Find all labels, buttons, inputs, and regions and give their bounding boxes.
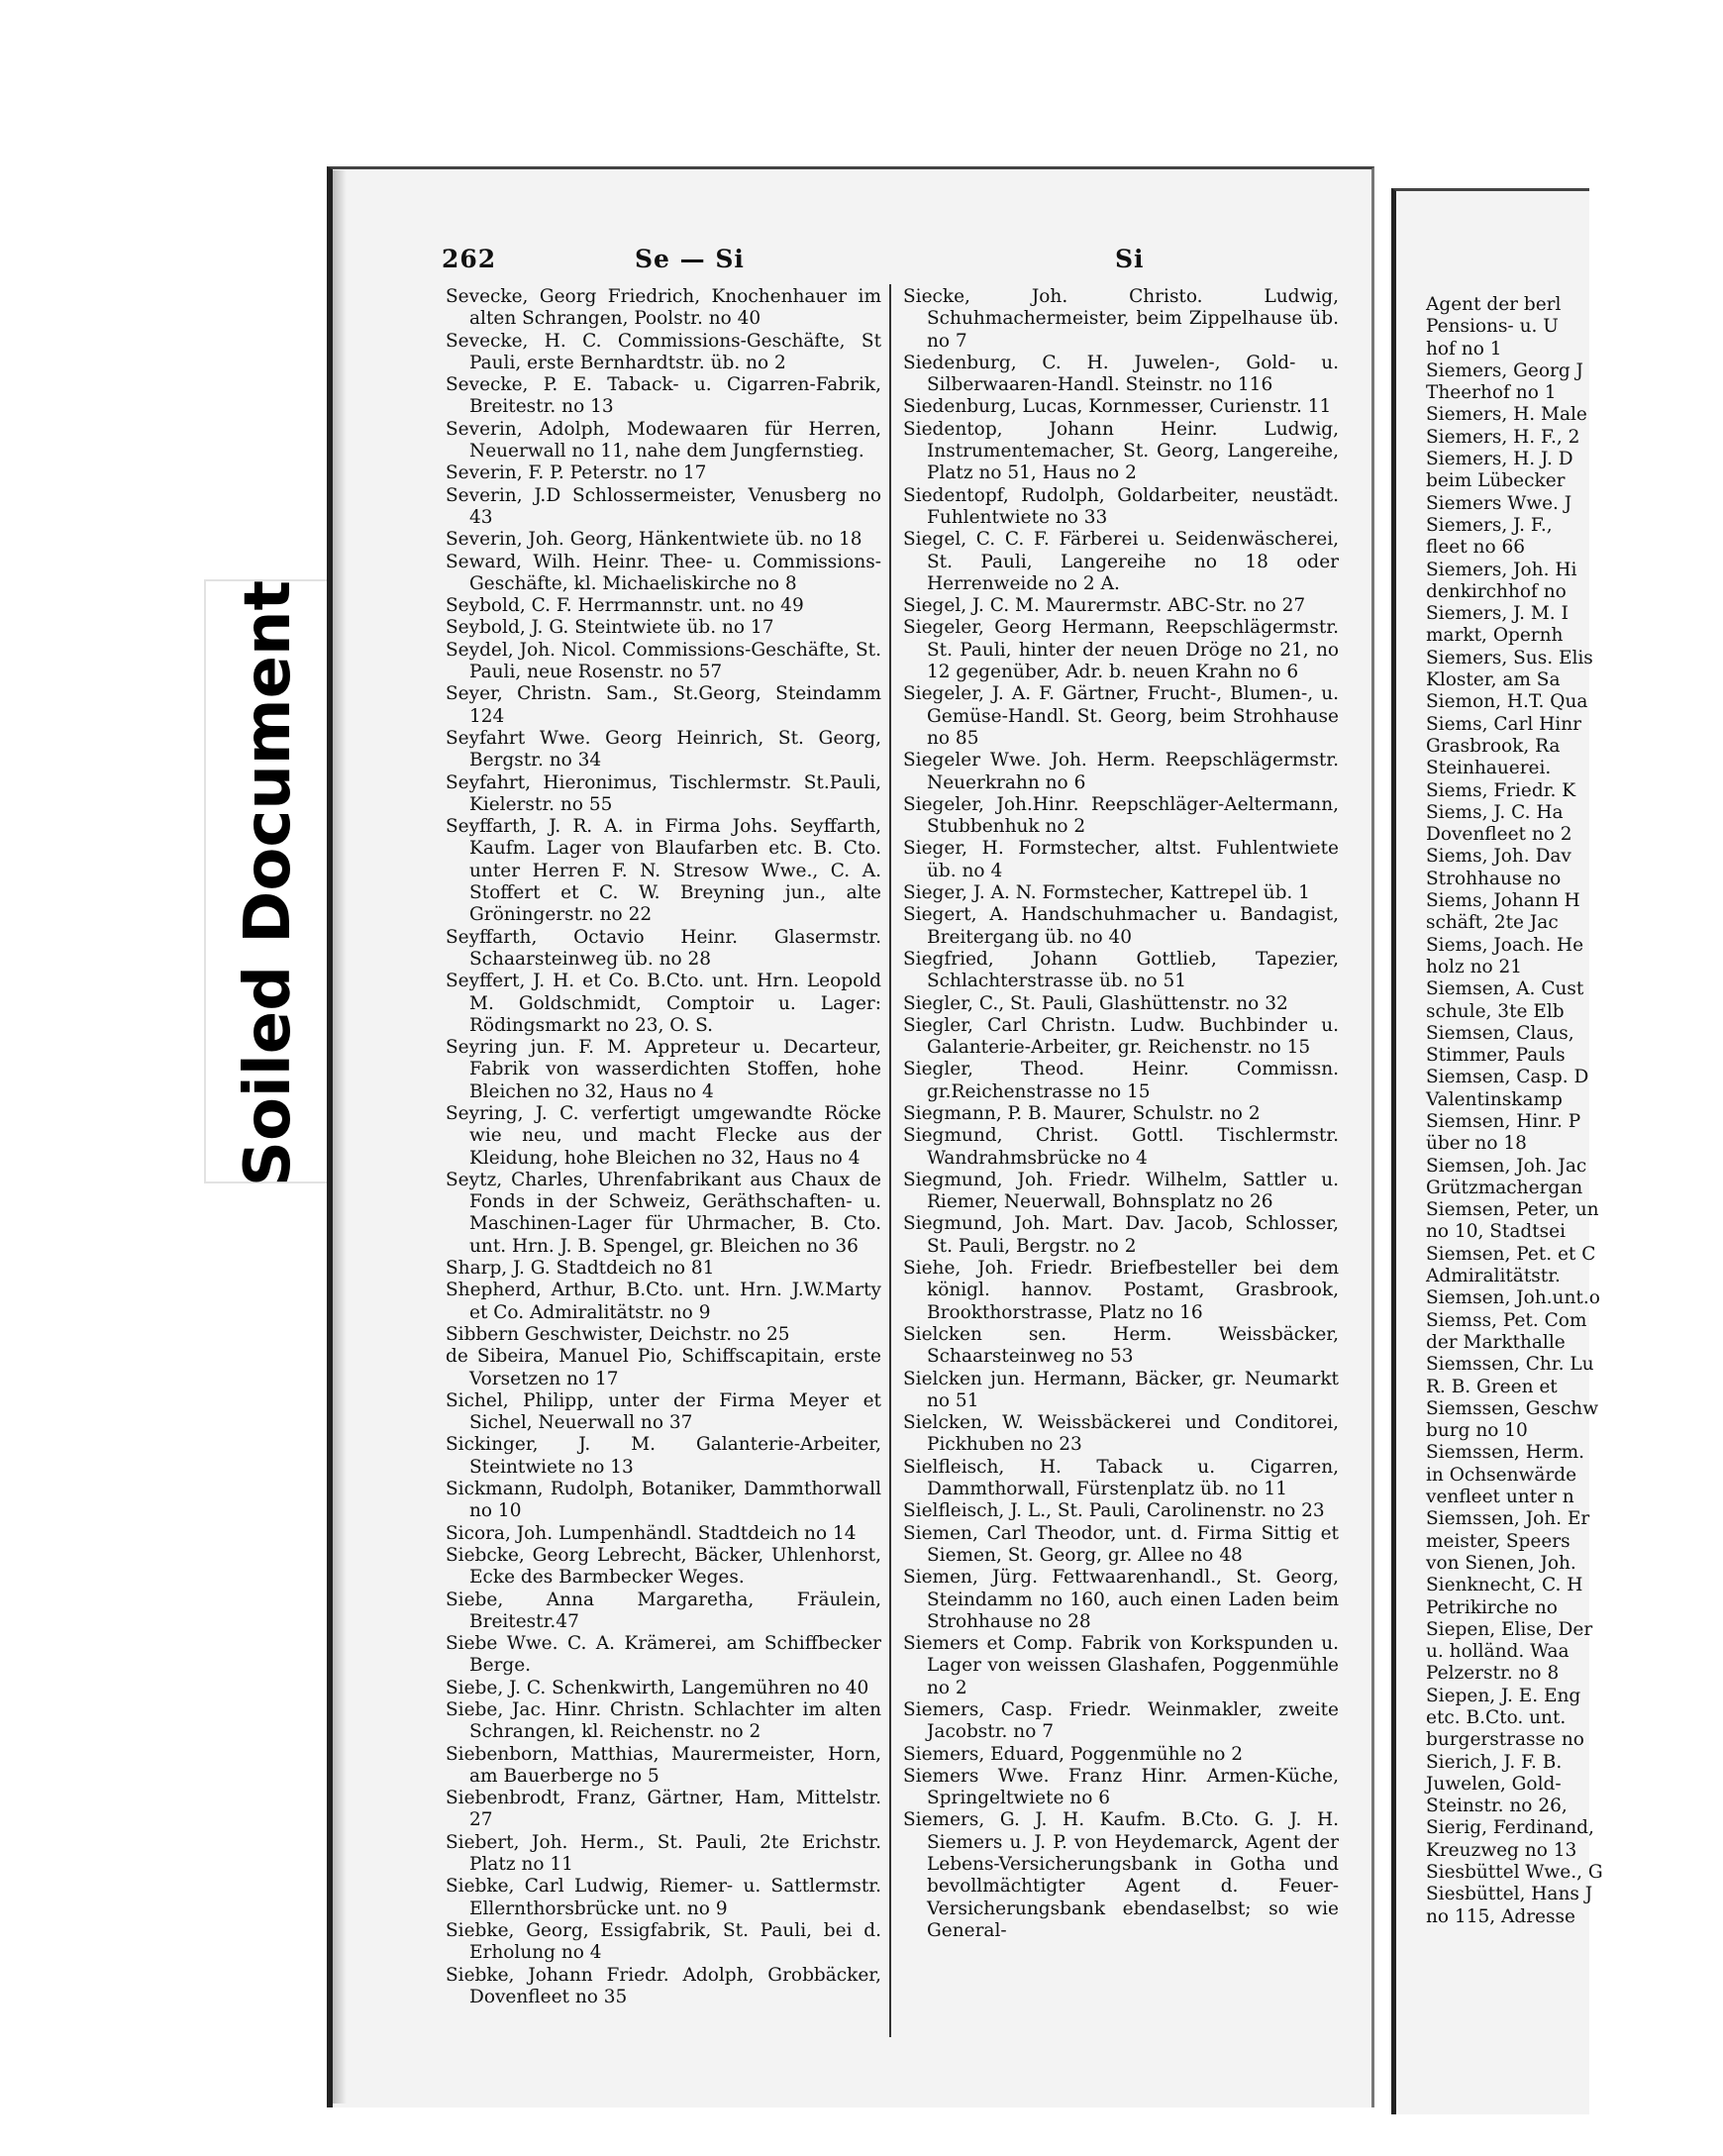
directory-entry-fragment: Siesbüttel Wwe., G (1426, 1862, 1603, 1884)
directory-entry-fragment: Siesbüttel, Hans J (1426, 1884, 1593, 1905)
directory-entry-fragment: Siemsen, A. Cust (1426, 978, 1584, 1000)
directory-entry: Seybold, J. G. Steintwiete üb. no 17 (446, 617, 774, 639)
directory-entry: Siehe, Joh. Friedr. Briefbesteller bei dem königl. hannov. Postamt, Grasbrook, Brookthorstrasse, Platz no 16 (903, 1258, 1339, 1323)
column-divider (889, 284, 891, 2037)
directory-entry: Siebcke, Georg Lebrecht, Bäcker, Uhlenhorst, Ecke des Barmbecker Weges. (446, 1544, 881, 1589)
directory-entry-fragment: Kloster, am Sa (1426, 669, 1561, 691)
directory-entry: Shepherd, Arthur, B.Cto. unt. Hrn. J.W.Marty et Co. Admiralitätstr. no 9 (446, 1280, 881, 1323)
directory-entry-fragment: beim Lübecker (1426, 470, 1566, 492)
directory-entry-fragment: holz no 21 (1426, 956, 1523, 977)
directory-entry: Siegmund, Joh. Mart. Dav. Jacob, Schlosser, St. Pauli, Bergstr. no 2 (903, 1213, 1339, 1257)
directory-entry: Sichel, Philipp, unter der Firma Meyer et Sichel, Neuerwall no 37 (446, 1389, 881, 1434)
directory-entry: de Sibeira, Manuel Pio, Schiffscapitain, erste Vorsetzen no 17 (446, 1346, 881, 1389)
directory-entry-fragment: etc. B.Cto. unt. (1426, 1707, 1567, 1728)
directory-entry-fragment: Steinhauerei. (1426, 758, 1552, 779)
right-column (1426, 294, 1723, 1928)
directory-entry: Siemen, Carl Theodor, unt. d. Firma Sittig et Siemen, St. Georg, gr. Allee no 48 (903, 1522, 1339, 1566)
directory-entry: Severin, Joh. Georg, Hänkentwiete üb. no 18 (446, 529, 862, 551)
directory-entry-fragment: Siems, Friedr. K (1426, 779, 1576, 801)
directory-entry: Siegeler, Georg Hermann, Reepschlägermstr. St. Pauli, hinter der neuen Dröge no 21, no 12 gegenüber, Adr. b. neuen Krahn no 6 (903, 617, 1339, 683)
directory-entry: Siegel, C. C. F. Färberei u. Seidenwäscherei, St. Pauli, Langereihe no 18 oder Herrenweide no 2 A. (903, 529, 1339, 594)
directory-entry-fragment: no 10, Stadtsei (1426, 1221, 1567, 1243)
directory-entry: Sharp, J. G. Stadtdeich no 81 (446, 1258, 715, 1280)
left-page (327, 166, 1374, 2107)
directory-entry-fragment: Siemssen, Geschw (1426, 1397, 1599, 1419)
directory-entry-fragment: Siems, Joh. Dav (1426, 846, 1571, 868)
directory-entry: Siecke, Joh. Christo. Ludwig, Schuhmachermeister, beim Zippelhause üb. no 7 (903, 286, 1339, 352)
directory-entry-fragment: Siepen, J. E. Eng (1426, 1685, 1581, 1706)
directory-entry: Sieger, J. A. N. Formstecher, Kattrepel üb. 1 (903, 882, 1310, 904)
directory-entry-fragment: Siemsen, Peter, un (1426, 1199, 1599, 1221)
directory-entry: Siedentop, Johann Heinr. Ludwig, Instrumentemacher, St. Georg, Langereihe, Platz no 51, Haus no 2 (903, 418, 1339, 484)
directory-entry: Siegeler, Joh.Hinr. Reepschläger-Aeltermann, Stubbenhuk no 2 (903, 793, 1339, 838)
directory-entry: Siegler, C., St. Pauli, Glashüttenstr. no 32 (903, 992, 1288, 1014)
directory-entry-fragment: Dovenfleet no 2 (1426, 824, 1572, 846)
directory-entry-fragment: über no 18 (1426, 1133, 1527, 1155)
middle-column (903, 286, 1339, 1942)
directory-entry-fragment: Siemsen, Joh.unt.o (1426, 1287, 1600, 1309)
directory-entry: Seyfahrt Wwe. Georg Heinrich, St. Georg, Bergstr. no 34 (446, 727, 881, 771)
directory-entry-fragment: Siemers, H. F., 2 (1426, 426, 1580, 448)
directory-entry: Severin, F. P. Peterstr. no 17 (446, 462, 707, 484)
directory-entry: Siebe Wwe. C. A. Krämerei, am Schiffbecker Berge. (446, 1633, 881, 1677)
directory-entry: Siebke, Georg, Essigfabrik, St. Pauli, bei d. Erholung no 4 (446, 1919, 881, 1964)
directory-entry-fragment: Siemsen, Claus, (1426, 1022, 1574, 1044)
directory-entry: Seyfahrt, Hieronimus, Tischlermstr. St.Pauli, Kielerstr. no 55 (446, 771, 881, 815)
directory-entry-fragment: u. holländ. Waa (1426, 1641, 1570, 1663)
directory-entry: Siebert, Joh. Herm., St. Pauli, 2te Erichstr. Platz no 11 (446, 1831, 881, 1876)
directory-entry: Siemers et Comp. Fabrik von Korkspunden u. Lager von weissen Glashafen, Poggenmühle no 2 (903, 1633, 1339, 1698)
directory-entry: Sielcken jun. Hermann, Bäcker, gr. Neumarkt no 51 (903, 1368, 1339, 1411)
directory-entry-fragment: Siepen, Elise, Der (1426, 1618, 1593, 1640)
directory-entry-fragment: Siemers Wwe. J (1426, 492, 1572, 514)
directory-entry-fragment: Siemsen, Casp. D (1426, 1067, 1589, 1088)
directory-entry: Sielfleisch, H. Taback u. Cigarren, Dammthorwall, Fürstenplatz üb. no 11 (903, 1456, 1339, 1500)
directory-entry-fragment: markt, Opernh (1426, 625, 1564, 647)
directory-entry: Siebenbrodt, Franz, Gärtner, Ham, Mittelstr. 27 (446, 1788, 881, 1831)
directory-entry: Seyring jun. F. M. Appreteur u. Decarteur, Fabrik von wasserdichten Stoffen, hohe Bleichen no 32, Haus no 4 (446, 1037, 881, 1102)
directory-entry: Sieger, H. Formstecher, altst. Fuhlentwiete üb. no 4 (903, 838, 1339, 881)
directory-entry-fragment: Siems, Johann H (1426, 890, 1580, 912)
directory-entry-fragment: schäft, 2te Jac (1426, 912, 1559, 934)
directory-entry-fragment: Siemers, J. F., (1426, 514, 1553, 536)
directory-entry-fragment: Stimmer, Pauls (1426, 1045, 1566, 1067)
directory-entry: Siebe, J. C. Schenkwirth, Langemühren no 40 (446, 1677, 869, 1698)
directory-entry: Siegeler Wwe. Joh. Herm. Reepschlägermstr. Neuerkrahn no 6 (903, 750, 1339, 793)
stamp-label: Soiled Document (232, 579, 305, 1187)
directory-entry: Sevecke, Georg Friedrich, Knochenhauer im alten Schrangen, Poolstr. no 40 (446, 286, 881, 330)
directory-entry: Siegmann, P. B. Maurer, Schulstr. no 2 (903, 1102, 1261, 1124)
directory-entry-fragment: Siemers, Joh. Hi (1426, 559, 1577, 580)
directory-entry: Seyffarth, Octavio Heinr. Glasermstr. Schaarsteinweg üb. no 28 (446, 926, 881, 970)
directory-entry-fragment: Grützmachergan (1426, 1177, 1583, 1198)
directory-entry-fragment: Siemers, Sus. Elis (1426, 647, 1593, 668)
right-page (1391, 188, 1603, 2114)
directory-entry-fragment: hof no 1 (1426, 338, 1502, 359)
directory-entry-fragment: meister, Speers (1426, 1530, 1571, 1552)
directory-entry-fragment: Siems, Carl Hinr (1426, 713, 1581, 735)
directory-entry: Siemen, Jürg. Fettwaarenhandl., St. Georg, Steindamm no 160, auch einen Laden beim Strohhause no 28 (903, 1567, 1339, 1632)
directory-entry-fragment: von Sienen, Joh. (1426, 1552, 1576, 1574)
directory-entry-fragment: Siemers, J. M. I (1426, 603, 1569, 625)
directory-entry-fragment: burgerstrasse no (1426, 1729, 1584, 1751)
directory-entry: Siegel, J. C. M. Maurermstr. ABC-Str. no 27 (903, 595, 1306, 617)
directory-entry-fragment: Siems, J. C. Ha (1426, 801, 1564, 823)
directory-entry-fragment: venfleet unter n (1426, 1487, 1574, 1508)
directory-entry: Siegeler, J. A. F. Gärtner, Frucht-, Blumen-, u. Gemüse-Handl. St. Georg, beim Strohhause no 85 (903, 683, 1339, 749)
directory-entry: Siedentopf, Rudolph, Goldarbeiter, neustädt. Fuhlentwiete no 33 (903, 484, 1339, 528)
directory-entry: Siedenburg, Lucas, Kornmesser, Curienstr. 11 (903, 396, 1332, 418)
directory-entry-fragment: no 115, Adresse (1426, 1905, 1575, 1927)
directory-entry: Seyffert, J. H. et Co. B.Cto. unt. Hrn. Leopold M. Goldschmidt, Comptoir u. Lager: Rödingsmarkt no 23, O. S. (446, 971, 881, 1036)
directory-entry-fragment: fleet no 66 (1426, 537, 1526, 559)
directory-entry: Seybold, C. F. Herrmannstr. unt. no 49 (446, 595, 804, 617)
directory-entry: Siebenborn, Matthias, Maurermeister, Horn, am Bauerberge no 5 (446, 1743, 881, 1787)
directory-entry: Siebe, Anna Margaretha, Fräulein, Breitestr.47 (446, 1589, 881, 1632)
directory-entry: Seydel, Joh. Nicol. Commissions-Geschäfte, St. Pauli, neue Rosenstr. no 57 (446, 639, 881, 683)
directory-entry: Siedenburg, C. H. Juwelen-, Gold- u. Silberwaaren-Handl. Steinstr. no 116 (903, 352, 1339, 396)
directory-entry: Seyring, J. C. verfertigt umgewandte Röcke wie neu, und macht Flecke aus der Kleidung, hohe Bleichen no 32, Haus no 4 (446, 1102, 881, 1169)
directory-entry-fragment: Siemssen, Chr. Lu (1426, 1354, 1594, 1376)
directory-entry: Sielcken sen. Herm. Weissbäcker, Schaarsteinweg no 53 (903, 1323, 1339, 1368)
directory-entry: Seytz, Charles, Uhrenfabrikant aus Chaux de Fonds in der Schweiz, Geräthschaften- u. Maschinen-Lager für Uhrmacher, B. Cto. unt. Hrn. J. B. Spengel, gr. Bleichen no 36 (446, 1169, 881, 1257)
directory-entry-fragment: Siemsen, Joh. Jac (1426, 1155, 1587, 1177)
directory-entry-fragment: Theerhof no 1 (1426, 382, 1557, 404)
directory-entry: Sevecke, H. C. Commissions-Geschäfte, St Pauli, erste Bernhardtstr. üb. no 2 (446, 330, 881, 373)
left-running-head: Se — Si (635, 245, 745, 273)
directory-entry-fragment: Siemers, Georg J (1426, 359, 1583, 381)
directory-entry-fragment: Grasbrook, Ra (1426, 735, 1561, 757)
directory-entry: Siemers, Casp. Friedr. Weinmakler, zweite Jacobstr. no 7 (903, 1699, 1339, 1743)
directory-entry-fragment: Agent der berl (1426, 294, 1562, 315)
directory-entry: Seyer, Christn. Sam., St.Georg, Steindamm 124 (446, 683, 881, 727)
directory-entry: Siegert, A. Handschuhmacher u. Bandagist, Breitergang üb. no 40 (903, 904, 1339, 948)
right-running-head: Si (1115, 245, 1145, 273)
directory-entry-fragment: Admiralitätstr. (1426, 1266, 1561, 1287)
directory-entry-fragment: Siemsen, Hinr. P (1426, 1110, 1581, 1132)
directory-entry-fragment: Siemsen, Pet. et C (1426, 1243, 1596, 1265)
directory-entry: Sickinger, J. M. Galanterie-Arbeiter, Steintwiete no 13 (446, 1434, 881, 1478)
directory-entry-fragment: Sierich, J. F. B. (1426, 1751, 1563, 1773)
directory-entry: Seward, Wilh. Heinr. Thee- u. Commissions-Geschäfte, kl. Michaeliskirche no 8 (446, 551, 881, 594)
directory-entry-fragment: Sierig, Ferdinand, (1426, 1817, 1594, 1839)
directory-entry: Sielfleisch, J. L., St. Pauli, Carolinenstr. no 23 (903, 1500, 1325, 1522)
directory-entry-fragment: Siems, Joach. He (1426, 934, 1584, 956)
page-gutter-shadow (333, 170, 347, 2104)
soiled-document-stamp (204, 579, 329, 1187)
directory-entry: Siemers, G. J. H. Kaufm. B.Cto. G. J. H. Siemers u. J. P. von Heydemarck, Agent der Lebens-Versicherungsbank in Gotha und bevollmächtigter Agent d. Feuer-Versicherungsbank ebendaselbst; so wie General- (903, 1809, 1339, 1941)
directory-entry-fragment: denkirchhof no (1426, 580, 1567, 602)
directory-entry-fragment: der Markthalle (1426, 1331, 1566, 1353)
directory-entry-fragment: Pelzerstr. no 8 (1426, 1663, 1560, 1685)
directory-entry-fragment: Siemss, Pet. Com (1426, 1309, 1587, 1331)
directory-entry-fragment: Valentinskamp (1426, 1088, 1563, 1110)
directory-entry-fragment: Siemers, H. J. D (1426, 449, 1573, 470)
left-column (446, 286, 881, 2008)
directory-entry: Sickmann, Rudolph, Botaniker, Dammthorwall no 10 (446, 1479, 881, 1522)
directory-entry: Siemers Wwe. Franz Hinr. Armen-Küche, Springeltwiete no 6 (903, 1765, 1339, 1809)
directory-entry-fragment: Siemers, H. Male (1426, 404, 1587, 426)
directory-entry: Siegler, Carl Christn. Ludw. Buchbinder u. Galanterie-Arbeiter, gr. Reichenstr. no 15 (903, 1014, 1339, 1059)
directory-entry: Sevecke, P. E. Taback- u. Cigarren-Fabrik, Breitestr. no 13 (446, 374, 881, 418)
directory-entry-fragment: Steinstr. no 26, (1426, 1796, 1568, 1817)
directory-entry: Siebke, Carl Ludwig, Riemer- u. Sattlermstr. Ellernthorsbrücke unt. no 9 (446, 1876, 881, 1919)
directory-entry: Sicora, Joh. Lumpenhändl. Stadtdeich no 14 (446, 1522, 857, 1544)
directory-entry: Siegfried, Johann Gottlieb, Tapezier, Schlachterstrasse üb. no 51 (903, 948, 1339, 992)
directory-entry-fragment: schule, 3te Elb (1426, 1000, 1565, 1022)
directory-entry: Severin, J.D Schlossermeister, Venusberg no 43 (446, 484, 881, 528)
directory-entry: Siegmund, Christ. Gottl. Tischlermstr. Wandrahmsbrücke no 4 (903, 1125, 1339, 1169)
directory-entry-fragment: Strohhause no (1426, 868, 1562, 889)
page-number: 262 (442, 245, 497, 273)
directory-entry-fragment: Siemssen, Herm. (1426, 1442, 1585, 1464)
directory-entry: Seyffarth, J. R. A. in Firma Johs. Seyffarth, Kaufm. Lager von Blaufarben etc. B. Cto. unter Herren F. N. Stresow Wwe., C. A. Stoffert et C. W. Breyning jun., alte Gröningerstr. no 22 (446, 816, 881, 926)
directory-entry: Severin, Adolph, Modewaaren für Herren, Neuerwall no 11, nahe dem Jungfernstieg. (446, 418, 881, 462)
directory-entry-fragment: Pensions- u. U (1426, 316, 1559, 338)
directory-entry: Sielcken, W. Weissbäckerei und Conditorei, Pickhuben no 23 (903, 1412, 1339, 1456)
directory-entry: Siemers, Eduard, Poggenmühle no 2 (903, 1743, 1244, 1765)
directory-entry-fragment: Kreuzweg no 13 (1426, 1839, 1577, 1861)
directory-entry-fragment: burg no 10 (1426, 1420, 1528, 1442)
directory-entry-fragment: Juwelen, Gold- (1426, 1773, 1562, 1795)
directory-entry-fragment: Petrikirche no (1426, 1596, 1558, 1618)
directory-entry: Siegler, Theod. Heinr. Commissn. gr.Reichenstrasse no 15 (903, 1059, 1339, 1102)
directory-entry-fragment: R. B. Green et (1426, 1376, 1558, 1397)
directory-entry: Siebe, Jac. Hinr. Christn. Schlachter im alten Schrangen, kl. Reichenstr. no 2 (446, 1699, 881, 1743)
directory-entry-fragment: Siemon, H.T. Qua (1426, 691, 1588, 713)
directory-entry-fragment: Siemssen, Joh. Er (1426, 1508, 1590, 1530)
directory-entry-fragment: in Ochsenwärde (1426, 1464, 1577, 1486)
directory-entry: Siegmund, Joh. Friedr. Wilhelm, Sattler u. Riemer, Neuerwall, Bohnsplatz no 26 (903, 1169, 1339, 1213)
directory-entry: Sibbern Geschwister, Deichstr. no 25 (446, 1323, 790, 1345)
directory-entry-fragment: Sienknecht, C. H (1426, 1575, 1583, 1596)
directory-entry: Siebke, Johann Friedr. Adolph, Grobbäcker, Dovenfleet no 35 (446, 1964, 881, 2007)
